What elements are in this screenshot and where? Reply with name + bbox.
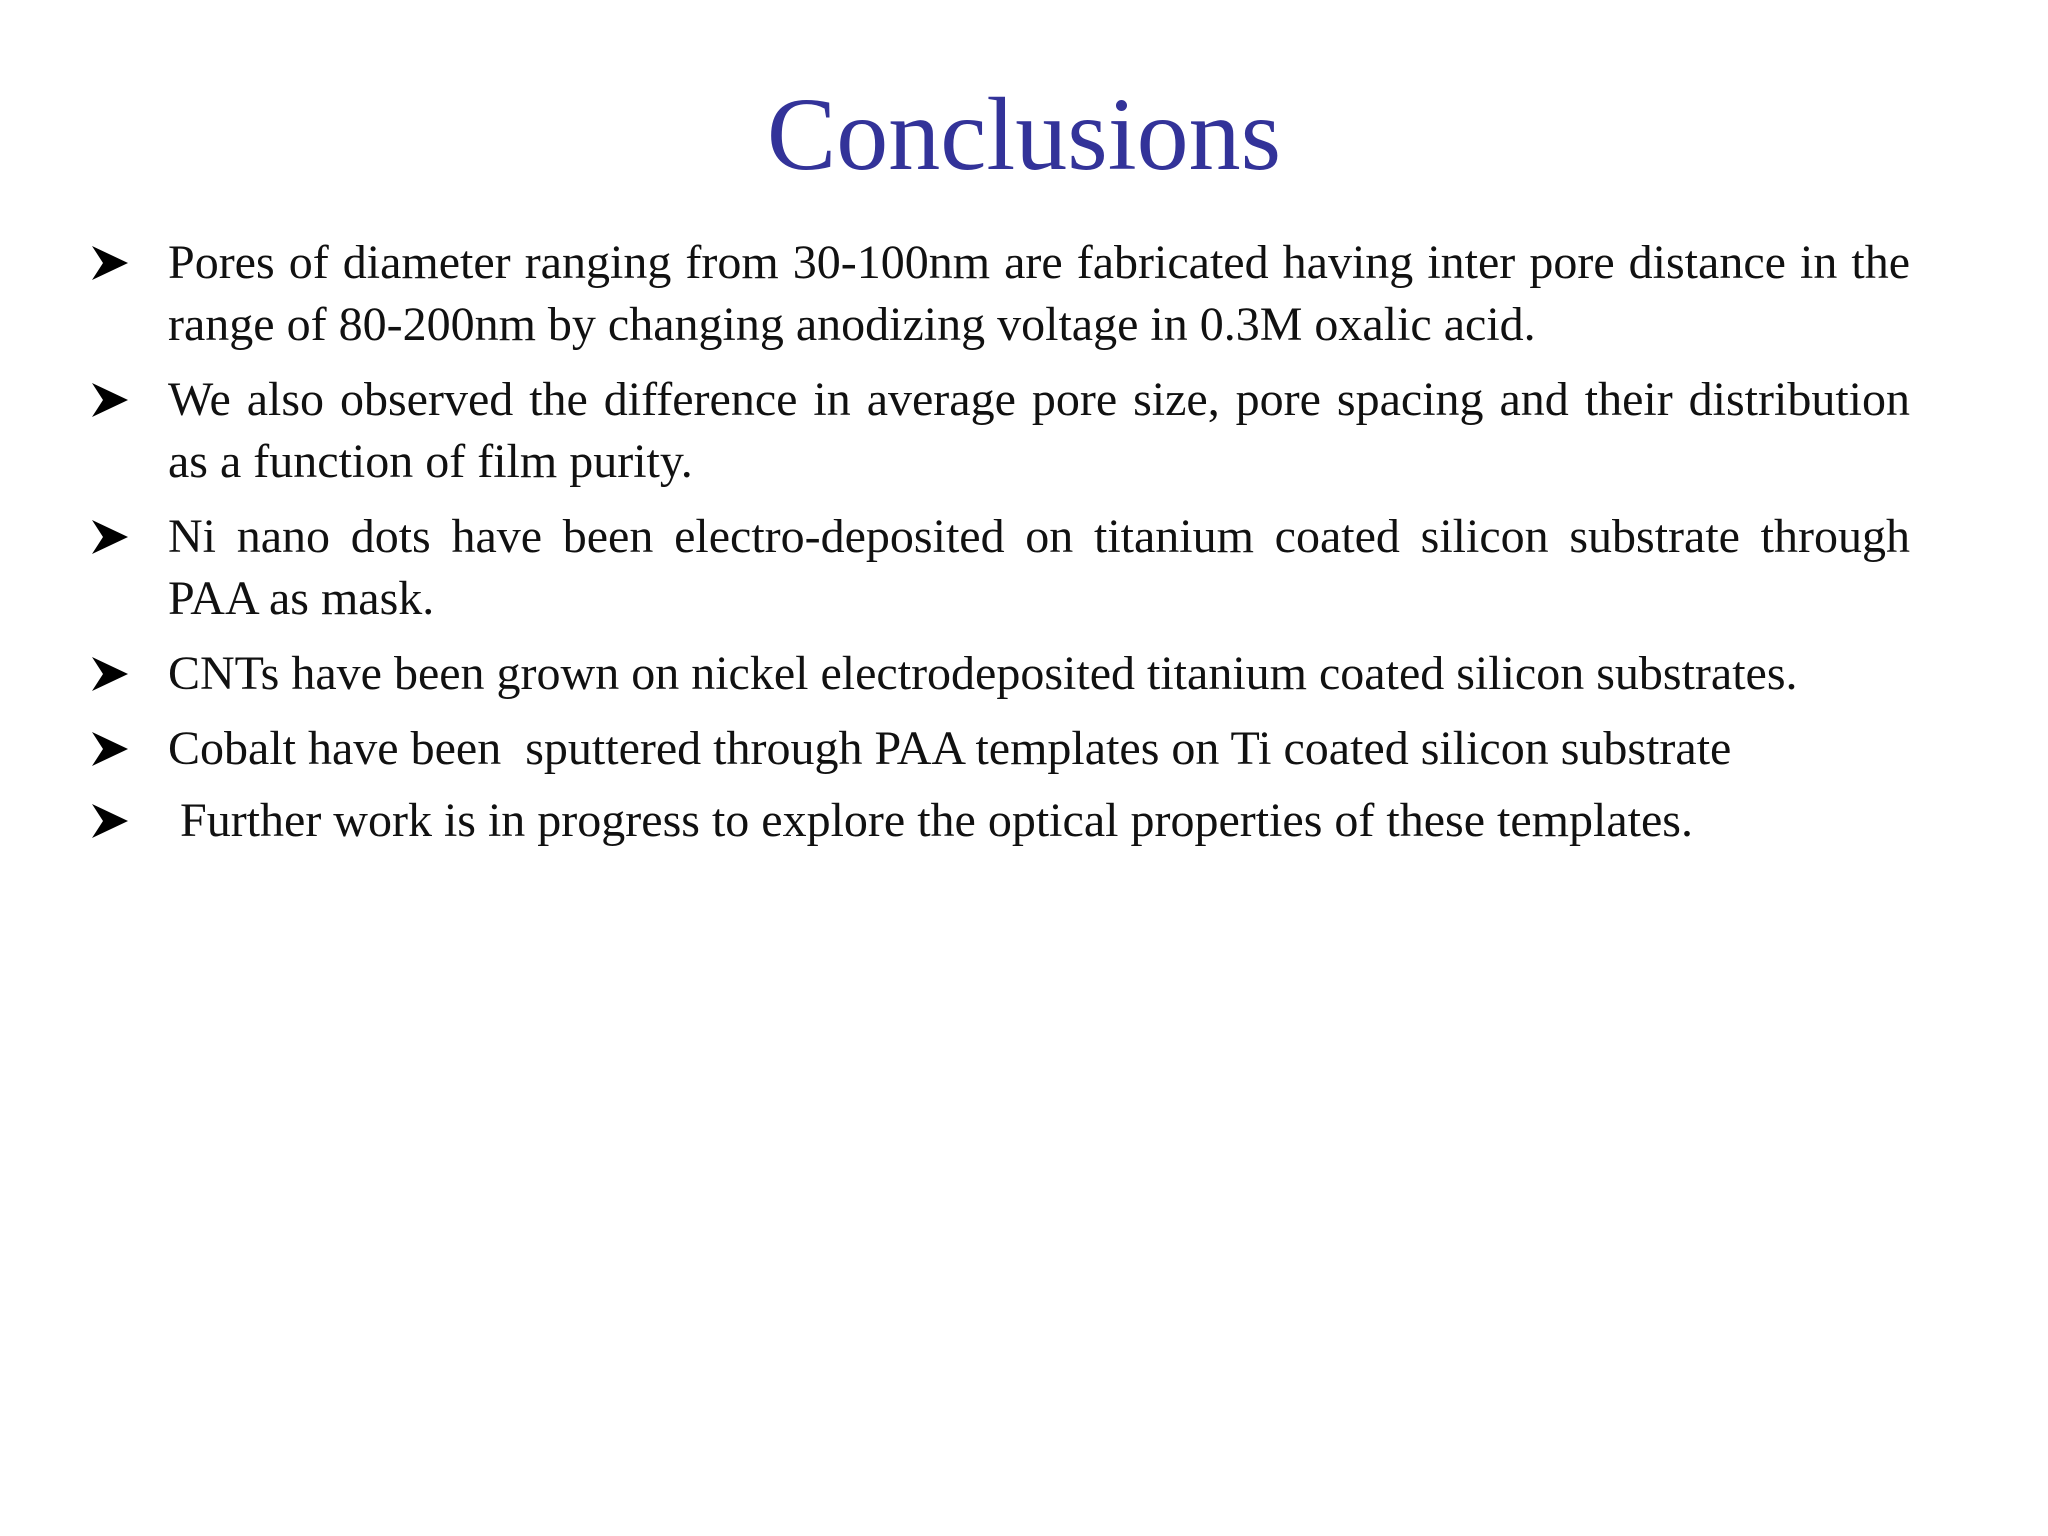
slide-title: Conclusions	[766, 77, 1282, 192]
arrowhead-bullet-icon	[90, 802, 130, 840]
bullet-text: Cobalt have been sputtered through PAA templates on Ti coated silicon substrate	[168, 722, 1732, 775]
list-item	[90, 643, 1910, 705]
bullet-text: CNTs have been grown on nickel electrodeposited titanium coated silicon substrates.	[168, 647, 1798, 700]
arrowhead-bullet-icon	[90, 730, 130, 768]
arrowhead-bullet-icon	[90, 518, 130, 556]
list-item	[90, 790, 1910, 852]
arrowhead-bullet-icon	[90, 381, 130, 419]
conclusions-list	[90, 232, 1910, 862]
arrowhead-bullet-icon	[90, 244, 130, 282]
list-item	[90, 506, 1910, 630]
bullet-text: Further work is in progress to explore the optical properties of these templates.	[168, 794, 1693, 847]
list-item	[90, 369, 1910, 493]
arrowhead-bullet-icon	[90, 655, 130, 693]
bullet-text: Pores of diameter ranging from 30-100nm are fabricated having inter pore distance in the range of 80-200nm by changing anodizing voltage in 0.3M oxalic acid.	[168, 236, 1910, 351]
bullet-text: Ni nano dots have been electro-deposited on titanium coated silicon substrate through PAA as mask.	[168, 510, 1910, 625]
bullet-text: We also observed the difference in average pore size, pore spacing and their distribution as a function of film purity.	[168, 373, 1910, 488]
list-item	[90, 232, 1910, 356]
list-item	[90, 718, 1910, 780]
